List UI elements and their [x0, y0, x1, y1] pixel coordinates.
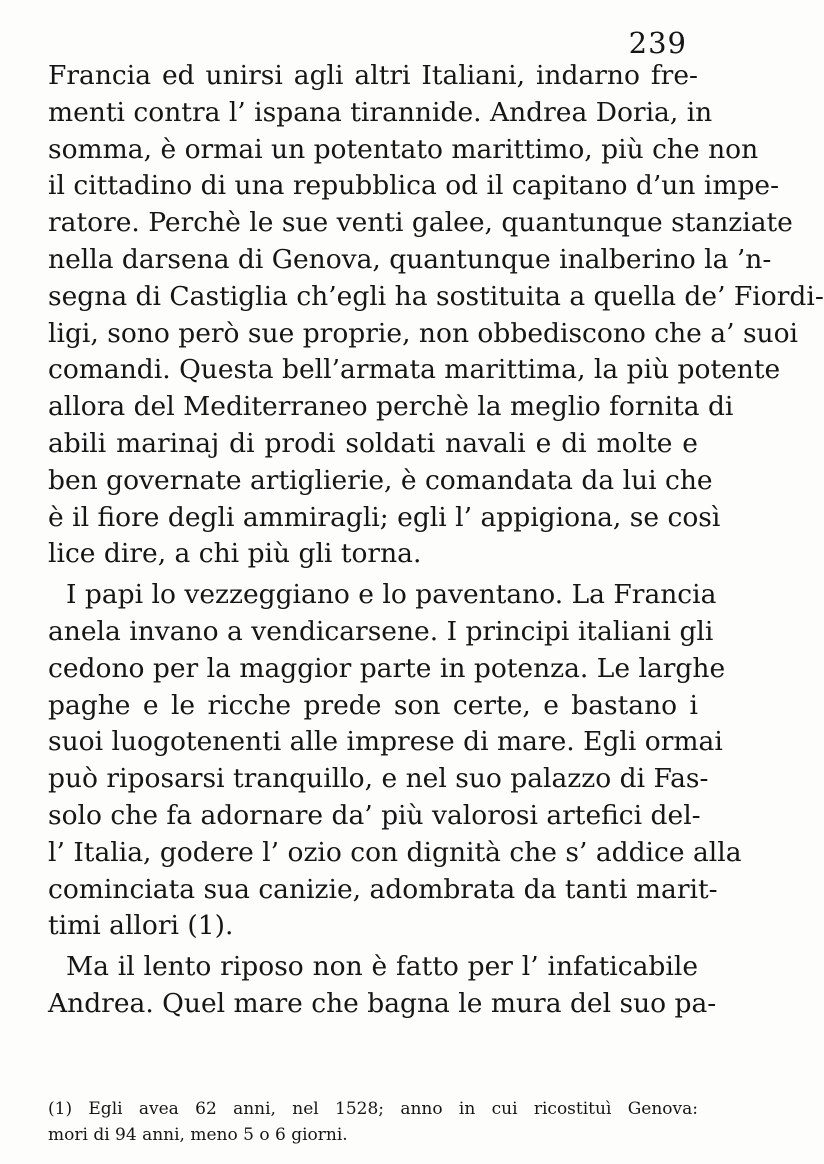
text-line: ben governate artiglierie, è comandata da lui che: [48, 464, 713, 496]
text-line: ligi, sono però sue proprie, non obbediscono che a’ suoi: [48, 317, 799, 349]
paragraph-2: [48, 577, 742, 945]
text-line: anela invano a vendicarsene. I principi italiani gli: [48, 615, 714, 647]
text-line: comandi. Questa bell’armata marittima, la più potente: [48, 354, 781, 386]
paragraph-3: [48, 949, 717, 1023]
text-line: abili marinaj di prodi soldati navali e di molte e: [48, 427, 698, 459]
text-line: Andrea. Quel mare che bagna le mura del suo pa-: [48, 987, 717, 1019]
text-line: suoi luogotenenti alle imprese di mare. Egli ormai: [48, 726, 723, 758]
paragraph-1: [48, 58, 824, 573]
text-line: nella darsena di Genova, quantunque inalberino la ’n-: [48, 243, 772, 275]
text-line: cominciata sua canizie, adombrata da tanti marit-: [48, 873, 718, 905]
page-number: 239: [628, 26, 687, 60]
text-line: Francia ed unirsi agli altri Italiani, indarno fre-: [48, 60, 698, 91]
text-line: può riposarsi tranquillo, e nel suo palazzo di Fas-: [48, 763, 709, 795]
body-text: [48, 58, 824, 1023]
footnote-line: mori di 94 anni, meno 5 o 6 giorni.: [48, 1125, 348, 1145]
text-line: solo che fa adornare da’ più valorosi artefici del-: [48, 799, 701, 831]
text-line: il cittadino di una repubblica od il capitano d’un impe-: [48, 170, 780, 202]
text-line: I papi lo vezzeggiano e lo paventano. La Francia: [66, 579, 717, 611]
text-line: cedono per la maggior parte in potenza. Le larghe: [48, 652, 726, 684]
text-line: somma, è ormai un potentato marittimo, più che non: [48, 133, 759, 165]
text-line: ratore. Perchè le sue venti galee, quantunque stanziate: [48, 207, 793, 239]
text-line: timi allori (1).: [48, 910, 234, 942]
footnote: [48, 1096, 698, 1148]
text-line: segna di Castiglia ch’egli ha sostituita a quella de’ Fiordi-: [48, 280, 824, 312]
text-line: l’ Italia, godere l’ ozio con dignità che s’ addice alla: [48, 836, 742, 868]
text-line: menti contra l’ ispana tirannide. Andrea Doria, in: [48, 96, 713, 128]
text-line: paghe e le ricche prede son certe, e bastano i: [48, 689, 698, 721]
text-line: lice dire, a chi più gli torna.: [48, 538, 422, 570]
text-line: è il fiore degli ammiragli; egli l’ appigiona, se così: [48, 501, 721, 533]
footnote-line: (1) Egli avea 62 anni, nel 1528; anno in cui ricostituì Genova:: [48, 1099, 698, 1119]
text-line: Ma il lento riposo non è fatto per l’ infaticabile: [66, 951, 698, 983]
text-line: allora del Mediterraneo perchè la meglio fornita di: [48, 391, 734, 423]
